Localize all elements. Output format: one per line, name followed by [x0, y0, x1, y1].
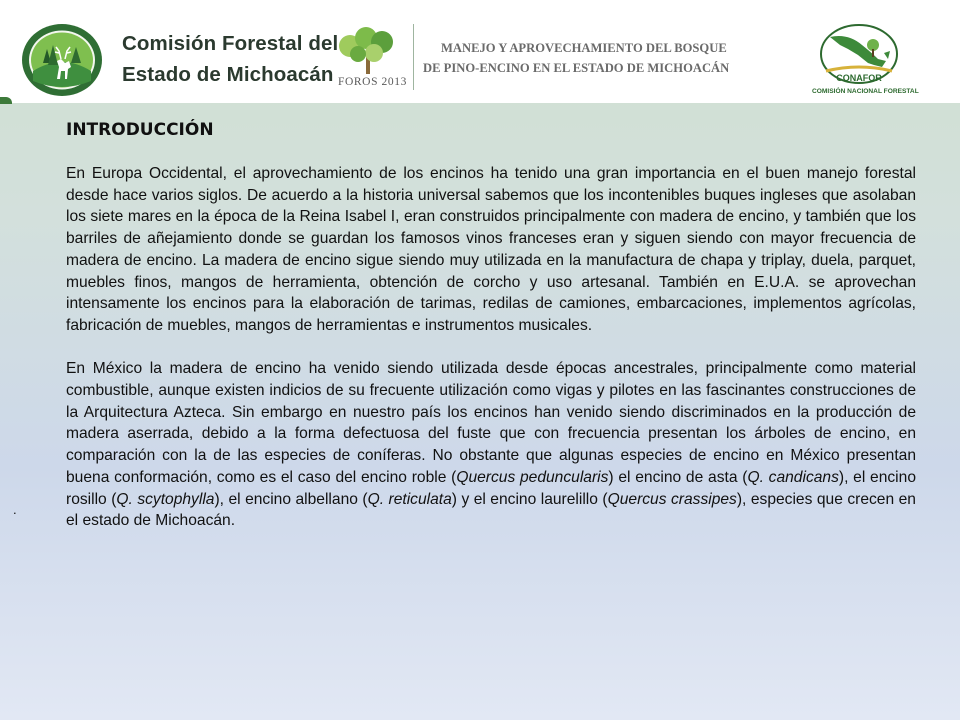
header-bar: [0, 0, 960, 103]
section-heading: INTRODUCCIÓN: [66, 120, 214, 140]
org-name-line2: Estado de Michoacán: [122, 63, 334, 86]
paragraph-europe: [66, 163, 916, 337]
text-run: ) y el encino laurelillo (: [451, 490, 608, 508]
conafor-mexico-logo: [818, 23, 900, 85]
text-run: En México la madera de encino ha venido siendo utilizada desde épocas ancestrales, principalmente como material combustible, aunque existen indicios de su frecuente utilización como vigas y pilotes en las fascinantes construcciones de la Arquitectura Azteca. Sin embargo en nuestro país los encinos han venido siendo discriminados en la producción de madera aserrada, debido a la forma defectuosa del fuste que con frecuencia presentan los árboles de encino, en comparación con la de las especies de coníferas. No obstante que algunas especies de encino en México presentan buena conformación, como es el caso del encino roble (: [66, 360, 916, 486]
species-name: Quercus peduncularis: [456, 468, 609, 486]
text-run: En Europa Occidental, el aprovechamiento de los encinos ha tenido una gran importancia en el buen manejo forestal desde hace varios siglos. De acuerdo a la historia universal sabemos que los incontenibles buques ingleses que asolaban los siete mares en la época de la Reina Isabel I, eran construidos principalmente con madera de encino, y también que los barriles de añejamiento donde se guardan los famosos vinos franceses eran y siguen siendo con mayor frecuencia de madera de encino. La madera de encino sigue siendo muy utilizada en la manufactura de chapa y triplay, duela, parquet, muebles finos, mangos de herramienta, obtención de corcho y uso artesanal. También en E.U.A. se aprovechan intensamente los encinos para la elaboración de tarimas, redilas de camiones, embarcaciones, implementos agrícolas, fabricación de muebles, mangos de herramientas e instrumentos musicales.: [66, 165, 916, 334]
text-run: ), el encino albellano (: [214, 490, 368, 508]
event-title-line2: DE PINO-ENCINO EN EL ESTADO DE MICHOACÁN: [423, 61, 730, 75]
margin-mark: .: [13, 502, 17, 517]
foros-label: FOROS 2013: [338, 76, 407, 88]
species-name: Q. reticulata: [367, 490, 452, 508]
paragraph-mexico: [66, 358, 916, 532]
foros-tree-logo: [336, 26, 402, 76]
header-accent: [0, 97, 12, 104]
species-name: Q. scytophylla: [116, 490, 215, 508]
text-run: ), el encino rosillo (: [66, 468, 916, 508]
header-divider: [413, 24, 414, 90]
text-run: ), especies que crecen en el estado de Michoacán.: [66, 490, 916, 530]
event-title-line1: MANEJO Y APROVECHAMIENTO DEL BOSQUE: [441, 41, 727, 55]
conafor-full-name: COMISIÓN NACIONAL FORESTAL: [812, 88, 919, 95]
main-content: [66, 120, 916, 532]
species-name: Quercus crassipes: [607, 490, 737, 508]
cofom-deer-logo: [21, 23, 103, 97]
text-run: ) el encino de asta (: [608, 468, 748, 486]
org-name-line1: Comisión Forestal del: [122, 32, 339, 55]
conafor-wordmark: CONAFOR: [836, 73, 882, 83]
species-name: Q. candicans: [747, 468, 839, 486]
